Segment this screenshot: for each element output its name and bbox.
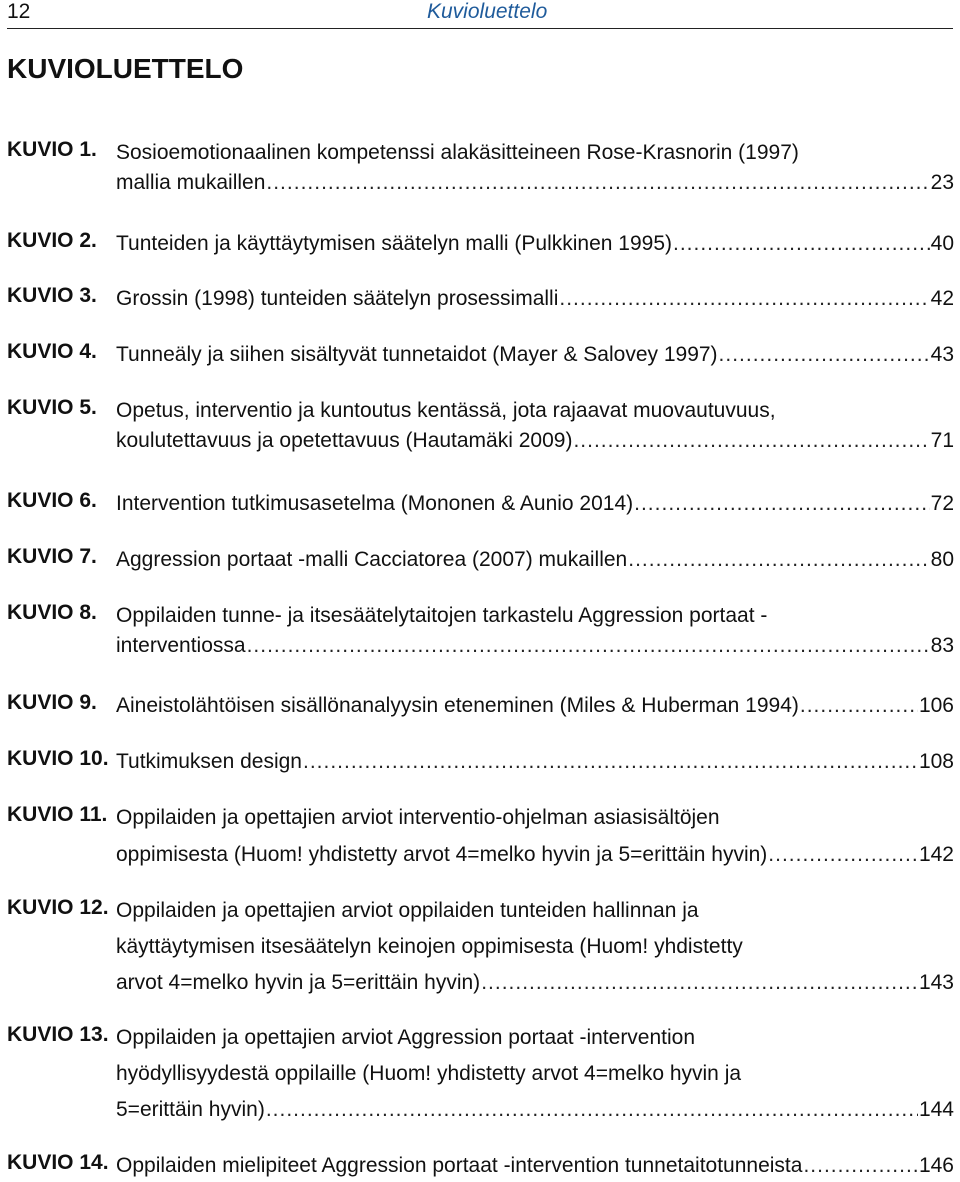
dot-leader	[247, 631, 930, 661]
caption-line	[116, 1151, 954, 1181]
dot-leader	[481, 968, 918, 998]
figure-caption	[116, 1023, 954, 1125]
page-ref: 43	[930, 343, 954, 366]
figure-label: KUVIO 4.	[7, 340, 97, 363]
page-ref: 80	[930, 548, 954, 571]
figure-label: KUVIO 2.	[7, 229, 97, 252]
caption-line-text: Tunneäly ja siihen sisältyvät tunnetaidot (Mayer & Salovey 1997)	[116, 343, 718, 366]
caption-line	[116, 229, 954, 259]
caption-line: hyödyllisyydestä oppilaille (Huom! yhdistetty arvot 4=melko hyvin ja	[116, 1062, 742, 1085]
caption-line-text: Tutkimuksen design	[116, 750, 302, 773]
dot-leader	[266, 1095, 918, 1125]
caption-line	[116, 840, 954, 870]
dot-leader	[559, 284, 929, 314]
page-ref: 23	[930, 171, 954, 194]
figure-label: KUVIO 9.	[7, 691, 97, 714]
caption-line	[116, 340, 954, 370]
page-ref: 71	[930, 429, 954, 452]
caption-line	[116, 545, 954, 575]
figure-caption	[116, 138, 954, 198]
caption-line	[116, 284, 954, 314]
figure-caption	[116, 747, 954, 777]
caption-line	[116, 747, 954, 777]
figure-label: KUVIO 10.	[7, 747, 109, 770]
figure-caption	[116, 396, 954, 456]
figure-caption	[116, 896, 954, 998]
dot-leader	[768, 840, 918, 870]
running-header	[7, 0, 953, 29]
figure-label: KUVIO 7.	[7, 545, 97, 568]
figure-caption	[116, 229, 954, 259]
page-ref: 42	[930, 287, 954, 310]
caption-line-text: oppimisesta (Huom! yhdistetty arvot 4=melko hyvin ja 5=erittäin hyvin)	[116, 843, 768, 866]
page-heading: KUVIOLUETTELO	[7, 53, 244, 84]
page-ref: 108	[918, 750, 954, 773]
figure-caption	[116, 545, 954, 575]
dot-leader	[719, 340, 930, 370]
dot-leader	[673, 229, 930, 259]
caption-line	[116, 426, 954, 456]
dot-leader	[303, 747, 918, 777]
figure-caption	[116, 601, 954, 661]
caption-line	[116, 691, 954, 721]
figure-label: KUVIO 5.	[7, 396, 97, 419]
page-ref: 72	[930, 492, 954, 515]
caption-line-text: Aineistolähtöisen sisällönanalyysin eteneminen (Miles & Huberman 1994)	[116, 694, 799, 717]
dot-leader	[634, 489, 930, 519]
figure-label: KUVIO 13.	[7, 1023, 109, 1046]
figure-label: KUVIO 11.	[7, 803, 108, 826]
header-title: Kuvioluettelo	[427, 0, 548, 23]
page-ref: 143	[918, 971, 954, 994]
figure-label: KUVIO 12.	[7, 896, 109, 919]
caption-line: Opetus, interventio ja kuntoutus kentässä, jota rajaavat muovautuvuus,	[116, 399, 776, 422]
figure-caption	[116, 489, 954, 519]
caption-line	[116, 168, 954, 198]
caption-line-text: Intervention tutkimusasetelma (Mononen & Aunio 2014)	[116, 492, 634, 515]
page-ref: 40	[930, 232, 954, 255]
caption-line: käyttäytymisen itsesäätelyn keinojen oppimisesta (Huom! yhdistetty	[116, 935, 743, 958]
dot-leader	[266, 168, 929, 198]
page-ref: 142	[918, 843, 954, 866]
caption-line-text: Grossin (1998) tunteiden säätelyn prosessimalli	[116, 287, 559, 310]
dot-leader	[573, 426, 929, 456]
page-ref: 83	[930, 634, 954, 657]
caption-line	[116, 968, 954, 998]
figure-caption	[116, 691, 954, 721]
figure-label: KUVIO 1.	[7, 138, 97, 161]
figure-caption	[116, 803, 954, 870]
page-ref: 144	[918, 1098, 954, 1121]
caption-line: Oppilaiden ja opettajien arviot Aggression portaat -intervention	[116, 1026, 696, 1049]
figure-caption	[116, 284, 954, 314]
caption-line-text: Aggression portaat -malli Cacciatorea (2007) mukaillen	[116, 548, 628, 571]
caption-line-text: interventiossa	[116, 634, 246, 657]
figure-label: KUVIO 3.	[7, 284, 97, 307]
figure-label: KUVIO 14.	[7, 1151, 109, 1174]
caption-line: Sosioemotionaalinen kompetenssi alakäsitteineen Rose-Krasnorin (1997)	[116, 141, 799, 164]
dot-leader	[800, 691, 918, 721]
caption-line-text: Tunteiden ja käyttäytymisen säätelyn malli (Pulkkinen 1995)	[116, 232, 672, 255]
dot-leader	[628, 545, 929, 575]
caption-line: Oppilaiden tunne- ja itsesäätelytaitojen tarkastelu Aggression portaat -	[116, 604, 768, 627]
caption-line-text: koulutettavuus ja opetettavuus (Hautamäki 2009)	[116, 429, 573, 452]
caption-line-text: mallia mukaillen	[116, 171, 266, 194]
caption-line	[116, 631, 954, 661]
caption-line-text: arvot 4=melko hyvin ja 5=erittäin hyvin)	[116, 971, 481, 994]
caption-line-text: Oppilaiden mielipiteet Aggression portaat -intervention tunnetaitotunneista	[116, 1154, 803, 1177]
page-ref: 106	[918, 694, 954, 717]
figure-label: KUVIO 6.	[7, 489, 97, 512]
caption-line-text: 5=erittäin hyvin)	[116, 1098, 265, 1121]
caption-line: Oppilaiden ja opettajien arviot interventio-ohjelman asiasisältöjen	[116, 806, 720, 829]
caption-line: Oppilaiden ja opettajien arviot oppilaiden tunteiden hallinnan ja	[116, 899, 699, 922]
figure-caption	[116, 1151, 954, 1181]
dot-leader	[803, 1151, 918, 1181]
caption-line	[116, 1095, 954, 1125]
figure-label: KUVIO 8.	[7, 601, 97, 624]
page-number: 12	[7, 0, 31, 23]
page-ref: 146	[918, 1154, 954, 1177]
caption-line	[116, 489, 954, 519]
figure-caption	[116, 340, 954, 370]
